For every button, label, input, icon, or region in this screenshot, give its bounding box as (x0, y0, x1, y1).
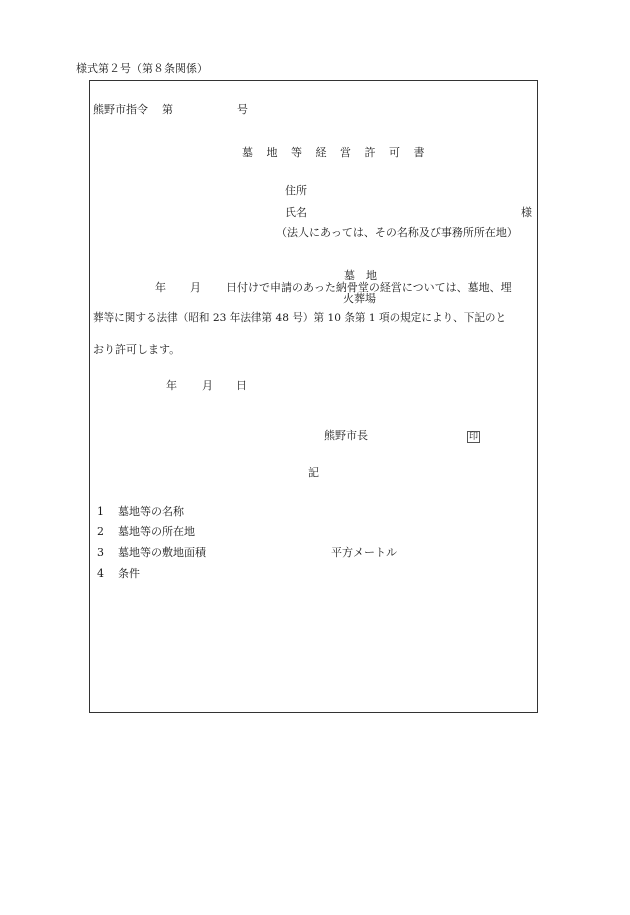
body-line-1: 日付けで申請のあった納骨堂の経営については、墓地、埋 (226, 281, 512, 294)
address-label: 住所 (285, 184, 307, 197)
form-frame (89, 80, 538, 713)
seal-mark: 印 (469, 432, 479, 442)
permit-number-go: 号 (237, 103, 248, 116)
body-month: 月 (190, 281, 201, 294)
body-line-3: おり許可します。 (93, 343, 181, 356)
name-label: 氏名 (285, 206, 307, 219)
issuer: 熊野市長 (324, 429, 368, 442)
ki-heading: 記 (308, 466, 319, 479)
item-number-3: 3 (97, 546, 104, 559)
date-year: 年 (166, 379, 177, 392)
item-label-2: 墓地等の所在地 (118, 525, 195, 538)
date-day: 日 (236, 379, 247, 392)
area-unit: 平方メートル (331, 546, 397, 559)
item-label-1: 墓地等の名称 (118, 505, 184, 518)
document-title: 墓 地 等 経 営 許 可 書 (242, 146, 430, 159)
item-number-2: 2 (97, 525, 104, 538)
item-number-4: 4 (97, 567, 104, 580)
honorific: 様 (521, 206, 532, 219)
body-year: 年 (155, 281, 166, 294)
item-number-1: 1 (97, 505, 104, 518)
item-label-3: 墓地等の敷地面積 (118, 546, 206, 559)
facility-option-top: 墓 地 (344, 269, 377, 282)
corporation-note: （法人にあっては、その名称及び事務所所在地） (276, 226, 518, 239)
form-label: 様式第２号（第８条関係） (76, 62, 208, 75)
item-label-4: 条件 (118, 567, 140, 580)
permit-number-prefix: 熊野市指令 (93, 103, 148, 116)
body-line-2: 葬等に関する法律（昭和 23 年法律第 48 号）第 10 条第 1 項の規定により、下記のと (93, 312, 507, 324)
date-month: 月 (202, 379, 213, 392)
facility-option-bottom: 火葬場 (343, 292, 376, 305)
permit-number-dai: 第 (162, 103, 173, 116)
